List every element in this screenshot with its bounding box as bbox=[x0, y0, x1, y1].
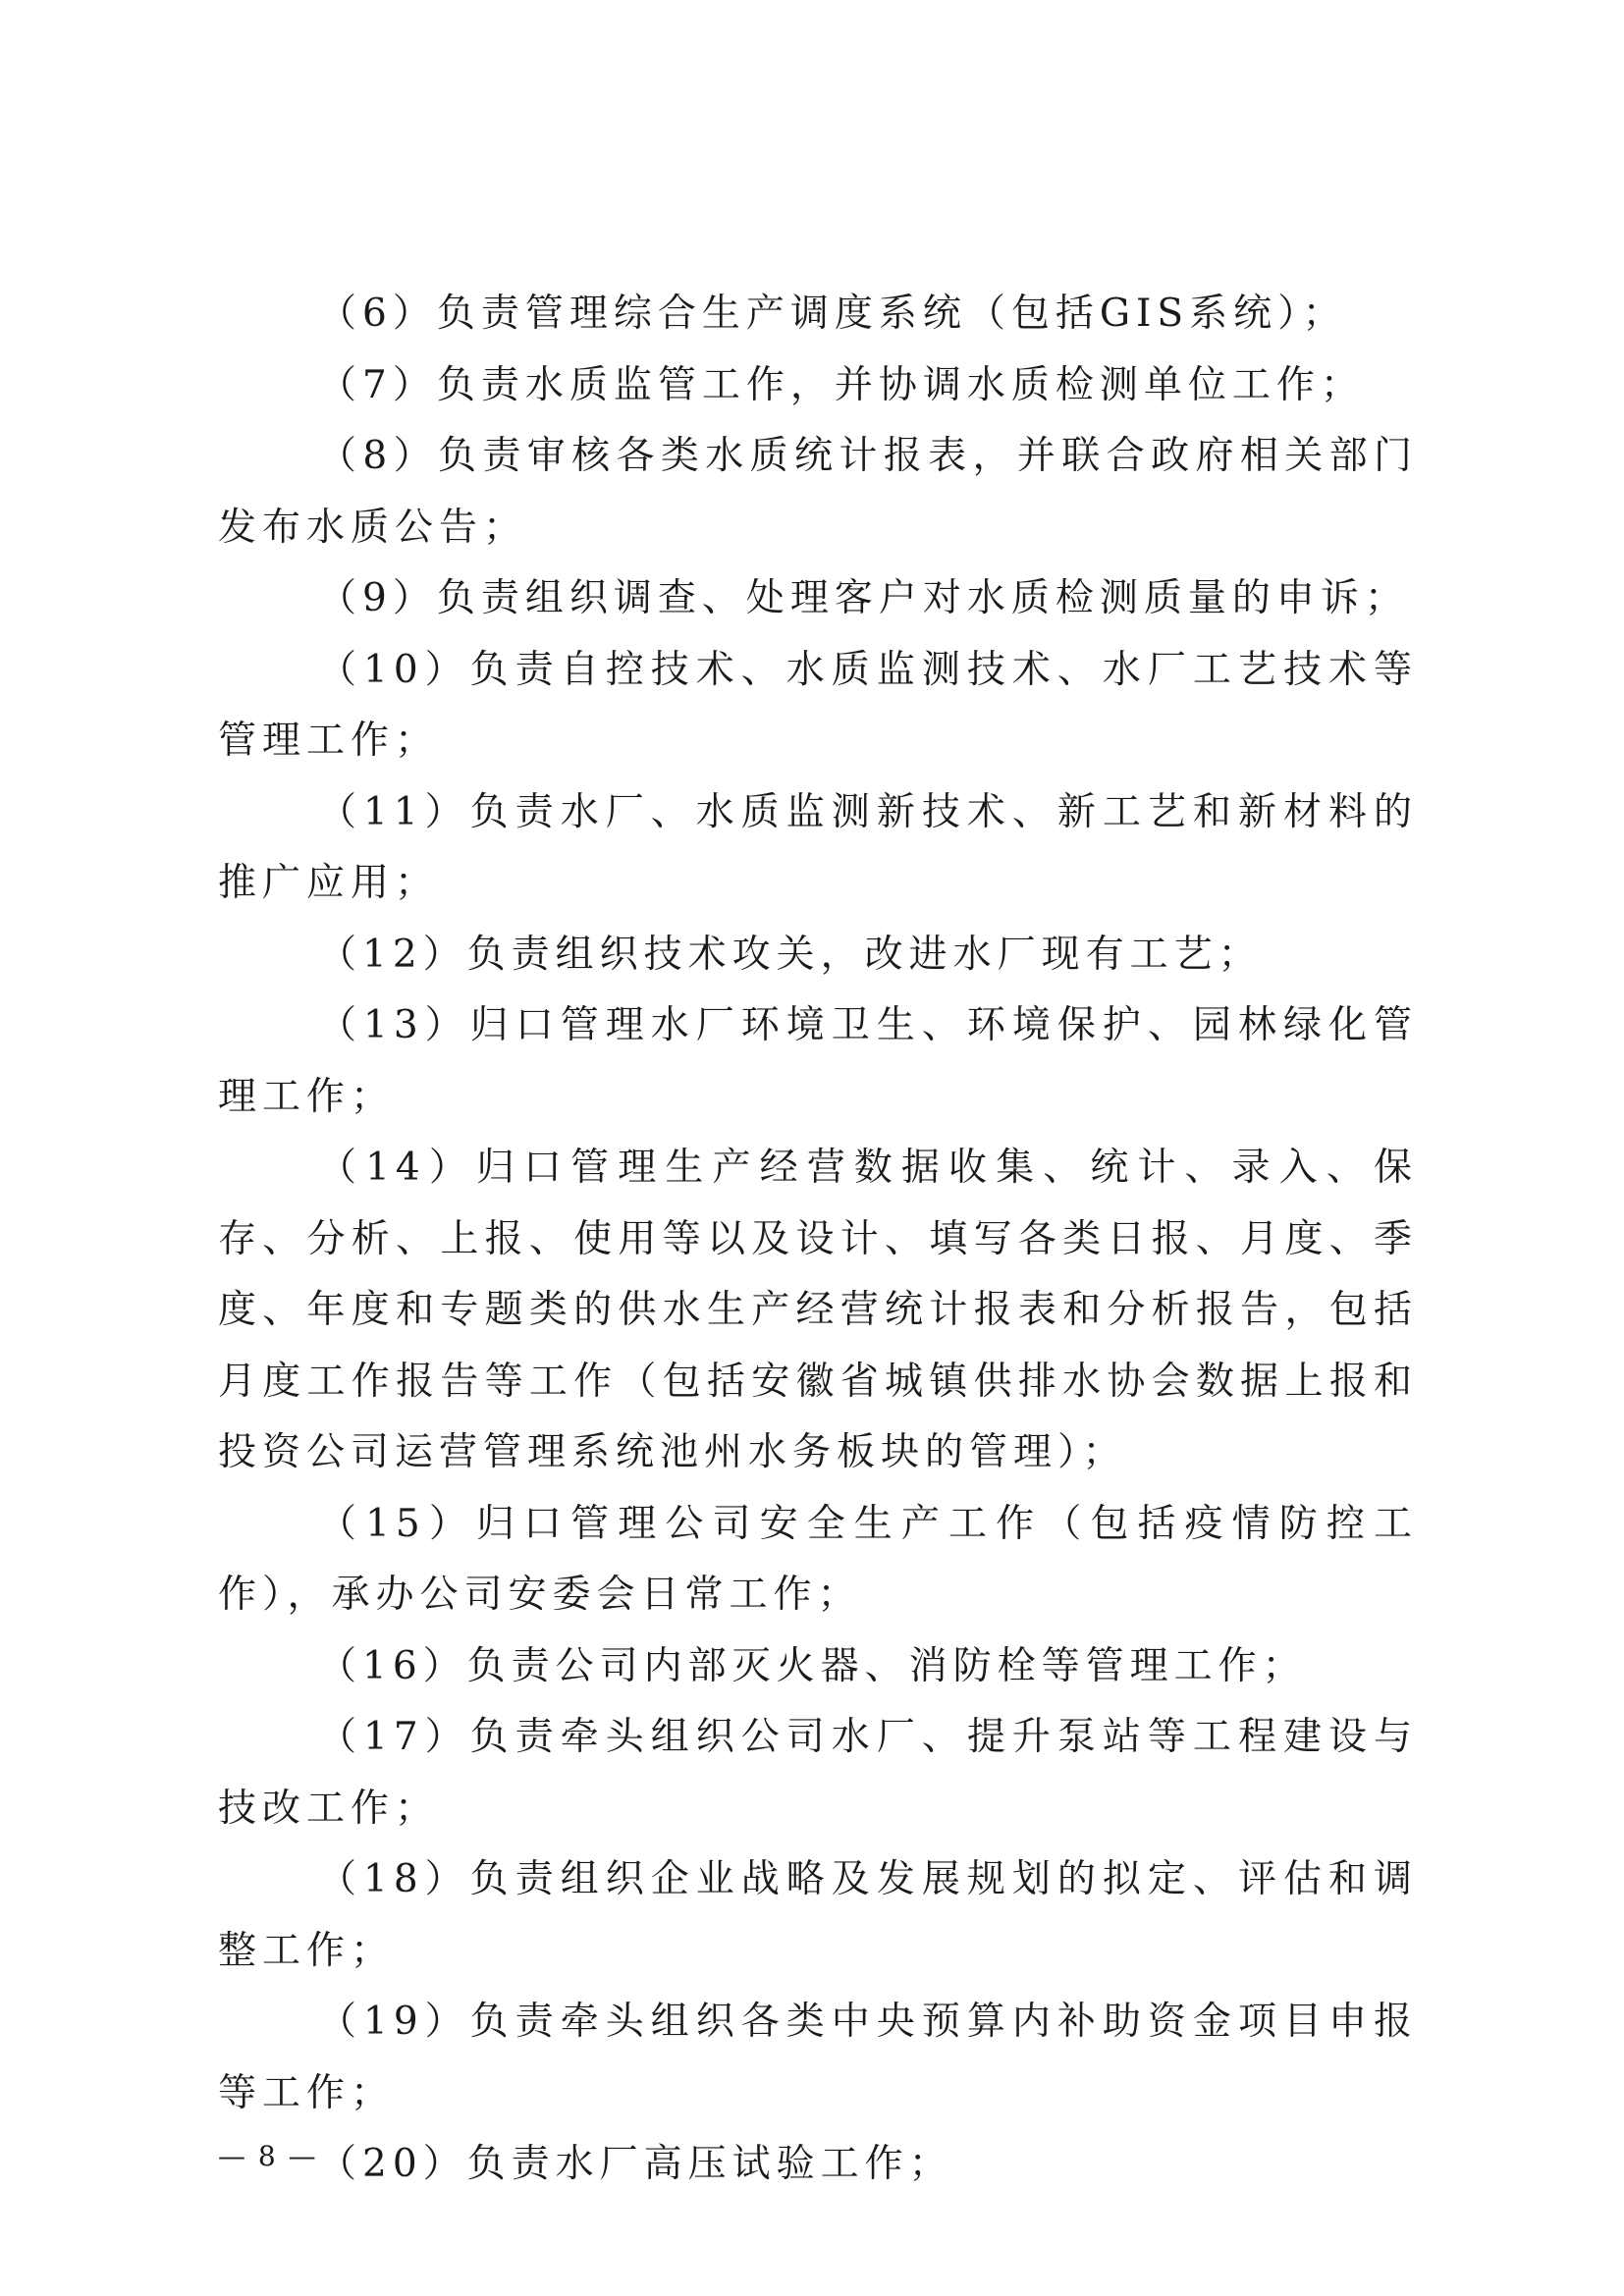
paragraph-item-17: （17）负责牵头组织公司水厂、提升泵站等工程建设与技改工作； bbox=[218, 1715, 1418, 1831]
paragraph-item-14: （14）归口管理生产经营数据收集、统计、录入、保存、分析、上报、使用等以及设计、填写各类日报、月度、季度、年度和专题类的供水生产经营统计报表和分析报告，包括月度工作报告等工作（包括安徽省城镇供排水协会数据上报和投资公司运营管理系统池州水务板块的管理）； bbox=[218, 1146, 1418, 1474]
paragraph-item-19: （19）负责牵头组织各类中央预算内补助资金项目申报等工作； bbox=[218, 2000, 1418, 2115]
paragraph-item-9: （9）负责组织调查、处理客户对水质检测质量的申诉； bbox=[318, 576, 1409, 620]
paragraph-item-15: （15）归口管理公司安全生产工作（包括疫情防控工作），承办公司安委会日常工作； bbox=[218, 1501, 1418, 1617]
document-body bbox=[218, 279, 1418, 2201]
paragraph-item-20: （20）负责水厂高压试验工作； bbox=[318, 2142, 953, 2186]
page-number: — 8 — bbox=[218, 2140, 318, 2172]
paragraph-item-10: （10）负责自控技术、水质监测技术、水厂工艺技术等管理工作； bbox=[218, 647, 1418, 763]
paragraph-item-7: （7）负责水质监管工作，并协调水质检测单位工作； bbox=[318, 362, 1365, 407]
paragraph-item-6: （6）负责管理综合生产调度系统（包括GIS系统）； bbox=[318, 292, 1347, 336]
paragraph-item-18: （18）负责组织企业战略及发展规划的拟定、评估和调整工作； bbox=[218, 1857, 1418, 1973]
paragraph-item-16: （16）负责公司内部灭火器、消防栓等管理工作； bbox=[318, 1643, 1307, 1688]
paragraph-item-13: （13）归口管理水厂环境卫生、环境保护、园林绿化管理工作； bbox=[218, 1003, 1418, 1119]
paragraph-item-8: （8）负责审核各类水质统计报表，并联合政府相关部门发布水质公告； bbox=[218, 434, 1418, 550]
paragraph-item-12: （12）负责组织技术攻关，改进水厂现有工艺； bbox=[318, 932, 1263, 977]
paragraph-item-11: （11）负责水厂、水质监测新技术、新工艺和新材料的推广应用； bbox=[218, 789, 1418, 905]
